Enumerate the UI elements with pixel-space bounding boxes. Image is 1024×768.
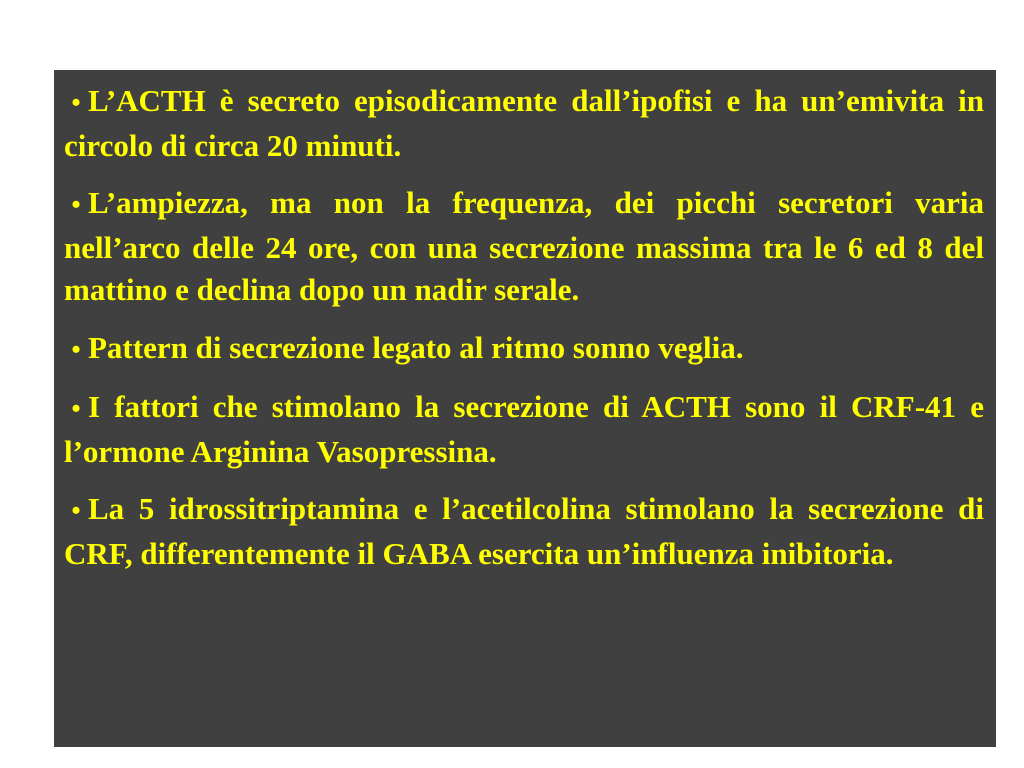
bullet-paragraph	[64, 488, 984, 575]
content-text-box	[54, 70, 996, 747]
bullet-paragraph	[64, 386, 984, 473]
bullet-text: L’ampiezza, ma non la frequenza, dei picchi secretori varia nell’arco delle 24 ore, con una secrezione massima tra le 6 ed 8 del mattino e declina dopo un nadir serale.	[64, 185, 984, 307]
bullet-text: L’ACTH è secreto episodicamente dall’ipofisi e ha un’emivita in circolo di circa 20 minuti.	[64, 83, 984, 163]
bullet-icon: •	[71, 496, 81, 525]
bullet-icon: •	[71, 88, 81, 117]
bullet-text: Pattern di secrezione legato al ritmo sonno veglia.	[88, 329, 744, 365]
bullet-text: I fattori che stimolano la secrezione di ACTH sono il CRF-41 e l’ormone Arginina Vasopressina.	[64, 389, 984, 469]
bullet-paragraph	[64, 182, 984, 312]
bullet-icon: •	[71, 190, 81, 219]
bullet-text: La 5 idrossitriptamina e l’acetilcolina stimolano la secrezione di CRF, differentemente il GABA esercita un’influenza inibitoria.	[64, 491, 984, 571]
bullet-paragraph	[64, 80, 984, 167]
bullet-icon: •	[71, 334, 81, 364]
bullet-paragraph	[64, 327, 984, 372]
bullet-icon: •	[71, 394, 81, 423]
